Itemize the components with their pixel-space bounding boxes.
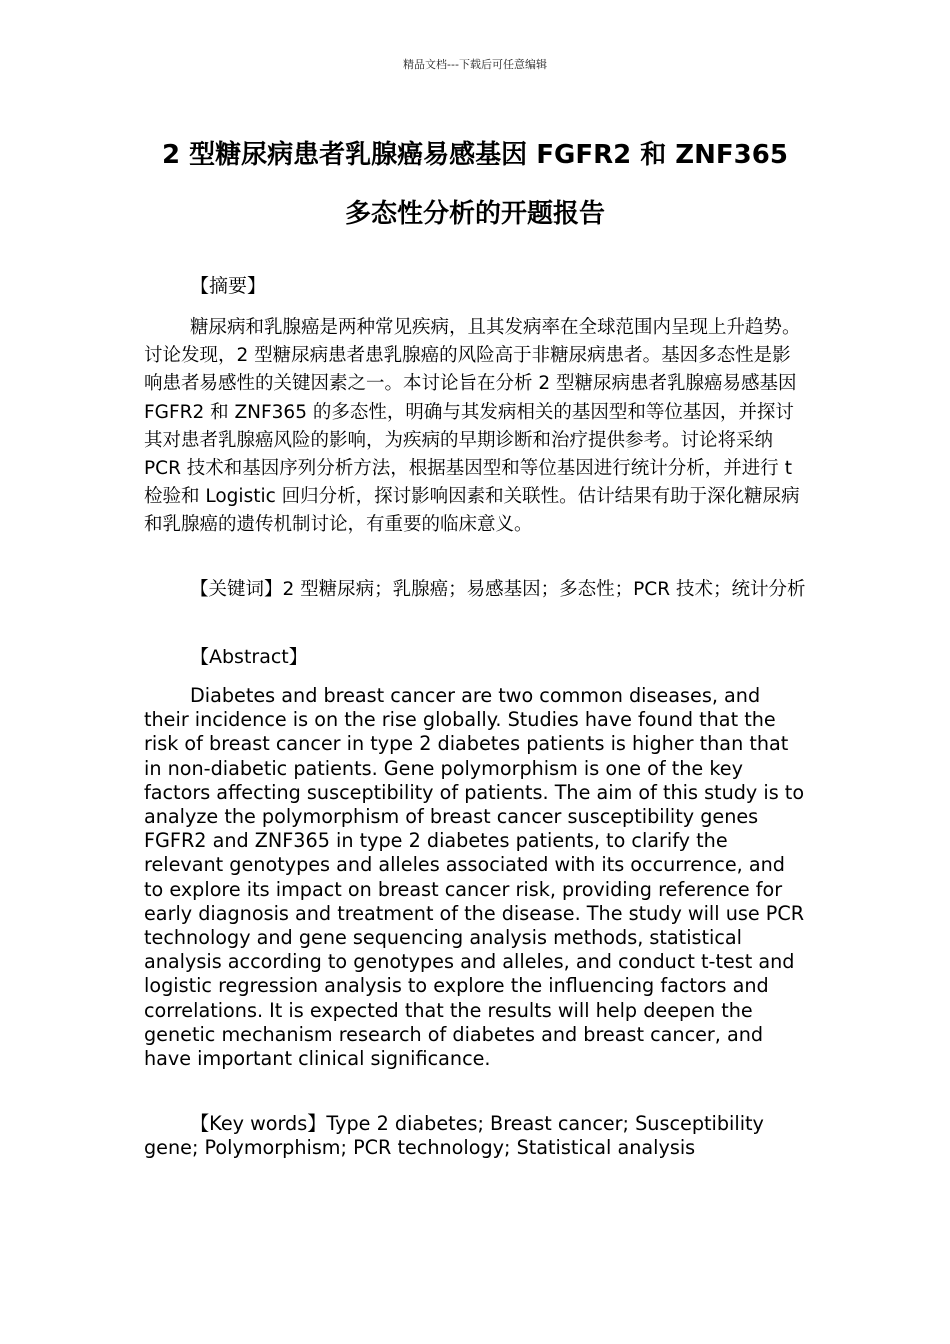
title-line-1: 2 型糖尿病患者乳腺癌易感基因 FGFR2 和 ZNF365 (162, 140, 788, 170)
abstract-body-cn: 糖尿病和乳腺癌是两种常见疾病，且其发病率在全球范围内呈现上升趋势。讨论发现，2 型糖尿病患者患乳腺癌的风险高于非糖尿病患者。基因多态性是影响患者易感性的关键因素之一。本讨论旨在分析 2 型糖尿病患者乳腺癌易感基因 FGFR2 和 ZNF365 的多态性，明确与其发病相关的基因型和等位基因，并探讨其对患者乳腺癌风险的影响，为疾病的早期诊断和治疗提供参考。讨论将采纳 PCR 技术和基因序列分析方法，根据基因型和等位基因进行统计分析，并进行 t 检验和 Logistic 回归分析，探讨影响因素和关联性。估计结果有助于深化糖尿病和乳腺癌的遗传机制讨论，有重要的临床意义。 (144, 317, 801, 536)
title-line-2: 多态性分析的开题报告 (344, 199, 605, 229)
abstract-body-en: Diabetes and breast cancer are two common diseases, and their incidence is on the rise globally. Studies have found that the risk of breast cancer in type 2 diabetes patients is higher than that in non-diabetic patients. Gene polymorphism is one of the key factors affecting susceptibility of patients. The aim of this study is to analyze the polymorphism of breast cancer susceptibility genes FGFR2 and ZNF365 in type 2 diabetes patients, to clarify the relevant genotypes and alleles associated with its occurrence, and to explore its impact on breast cancer risk, providing reference for early diagnosis and treatment of the disease. The study will use PCR technology and gene sequencing analysis methods, statistical analysis according to genotypes and alleles, and conduct t-test and logistic regression analysis to explore the influencing factors and correlations. It is expected that the results will help deepen the genetic mechanism research of diabetes and breast cancer, and have important clinical significance. (144, 684, 805, 1071)
abstract-heading-cn: 【摘要】 (190, 275, 267, 297)
abstract-heading-en: 【Abstract】 (190, 646, 308, 668)
keywords-en: 【Key words】Type 2 diabetes; Breast cancer; Susceptibility gene; Polymorphism; PCR technology; Statistical analysis (144, 1112, 764, 1160)
header-note: 精品文档---下载后可任意编辑 (403, 58, 547, 71)
keywords-cn: 【关键词】2 型糖尿病；乳腺癌；易感基因；多态性；PCR 技术；统计分析 (190, 579, 806, 600)
